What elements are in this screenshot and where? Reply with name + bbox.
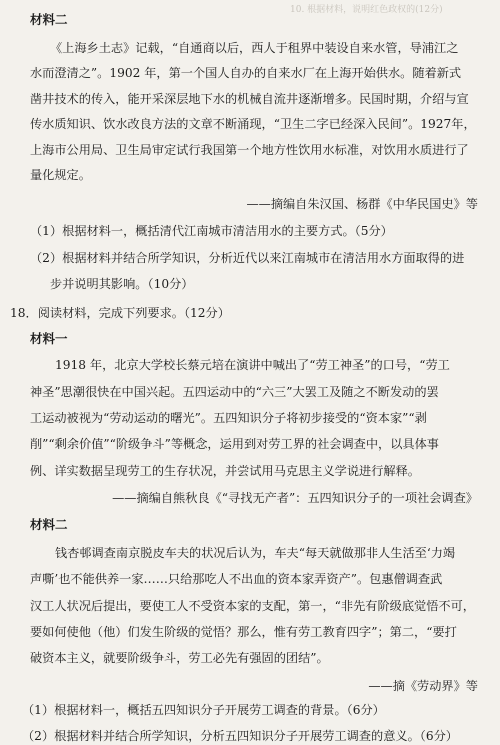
paragraph-line: 工运动被视为“劳动运动的曙光”。五四知识分子将初步接受的“资本家”“剥 xyxy=(30,411,427,425)
paragraph-line: 量化规定。 xyxy=(30,168,91,182)
question-item-continuation: 步并说明其影响。（10分） xyxy=(50,277,194,291)
material-heading: 材料一 xyxy=(30,331,68,346)
question-item: （1）根据材料一，概括五四知识分子开展劳工调查的背景。（6分） xyxy=(22,703,385,717)
paragraph-line: 《上海乡土志》记载，“自通商以后，西人于租界中装设自来水管，导浦江之 xyxy=(50,41,459,55)
bleed-through-text: 10. 根据材料，说明红色政权的(12分) xyxy=(290,5,443,15)
paragraph-line: 传水质知识、饮水改良方法的文章不断涌现，“卫生二字已经深入民间”。1927年， xyxy=(30,117,476,131)
paragraph-line: 上海市公用局、卫生局审定试行我国第一个地方性饮用水标准，对饮用水质进行了 xyxy=(30,143,469,157)
paragraph-line: 水而澄清之”。1902 年，第一个国人自办的自来水厂在上海开始供水。随着新式 xyxy=(30,66,462,80)
material-heading: 材料二 xyxy=(30,12,68,27)
question-item: （2）根据材料并结合所学知识，分析近代以来江南城市在清洁用水方面取得的进 xyxy=(30,251,465,265)
paragraph-line: 要如何使他（他）们发生阶级的觉悟？那么，惟有劳工教育四字”；第二，“要打 xyxy=(30,625,457,639)
material-heading: 材料二 xyxy=(30,517,68,532)
source-citation: ——摘编自朱汉国、杨群《中华民国史》等 xyxy=(246,197,478,211)
paragraph-line: 声嘶’也不能供养一家……只给那吃人不出血的资本家弄资产”。包惠僧调查武 xyxy=(30,572,443,586)
paragraph-line: 例、详实数据呈现劳工的生存状况，并尝试用马克思主义学说进行解释。 xyxy=(30,464,420,478)
paragraph-line: 破资本主义，就要阶级争斗，劳工必先有强固的团结”。 xyxy=(30,651,329,665)
source-citation: ——摘编自熊秋良《“寻找无产者”：五四知识分子的一项社会调查》 xyxy=(112,491,478,505)
paragraph-line: 1918 年，北京大学校长蔡元培在演讲中喊出了“劳工神圣”的口号，“劳工 xyxy=(55,358,450,372)
paragraph-line: 削”“剩余价值”“阶级争斗”等概念，运用到对劳工界的社会调查中，以具体事 xyxy=(30,437,439,451)
paragraph-line: 凿井技术的传入，能开采深层地下水的机械自流井逐渐增多。民国时期，介绍与宣 xyxy=(30,92,469,106)
paragraph-line: 神圣”思潮很快在中国兴起。五四运动中的“六三”大罢工及随之不断发动的罢 xyxy=(30,385,439,399)
source-citation: ——摘《劳动界》等 xyxy=(368,679,478,693)
paragraph-line: 汉工人状况后提出，要使工人不受资本家的支配，第一，“非先有阶级底觉悟不可， xyxy=(30,599,475,613)
question-title: 18．阅读材料，完成下列要求。（12分） xyxy=(10,306,230,320)
question-item: （1）根据材料一，概括清代江南城市清洁用水的主要方式。（5分） xyxy=(30,224,393,238)
paragraph-line: 钱杏邨调查南京脱皮车夫的状况后认为，车夫“每天就做那非人生活至‘力竭 xyxy=(55,546,456,560)
question-item: （2）根据材料并结合所学知识，分析五四知识分子开展劳工调查的意义。（6分） xyxy=(22,729,458,743)
